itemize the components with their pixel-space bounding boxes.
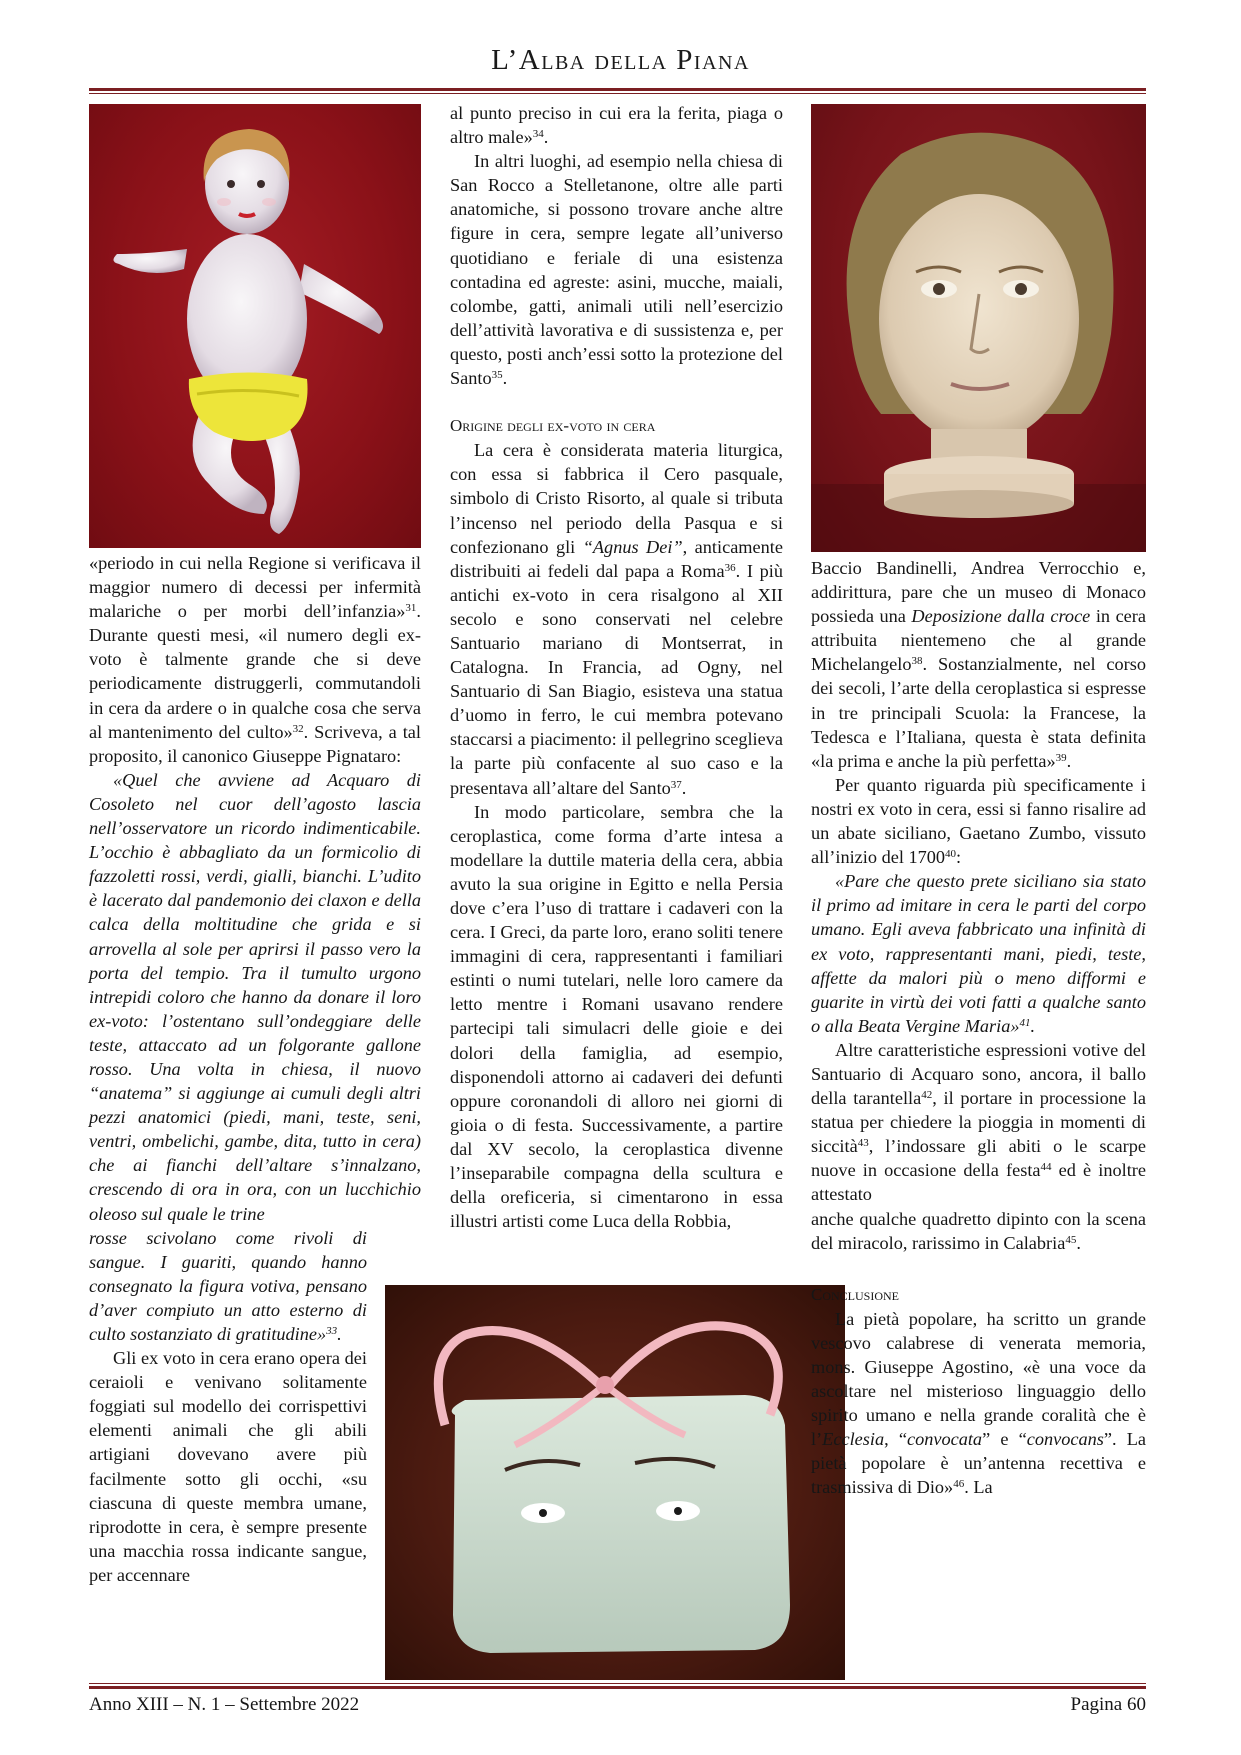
text: , anticamente distribuiti ai fedeli dal papa a Roma (450, 536, 783, 581)
footer-rule (89, 1686, 1146, 1689)
footer-rule-thin (89, 1683, 1146, 1684)
paragraph-periodo (89, 551, 421, 768)
footnote-ref-43: 43 (857, 1137, 869, 1150)
footnote-ref-45: 45 (1065, 1233, 1077, 1246)
column-middle (450, 101, 783, 1233)
photo-wax-baby-doll (89, 104, 421, 548)
footnote-ref-35: 35 (491, 369, 503, 382)
paragraph-ceraioli (89, 1346, 367, 1587)
wax-eyes-figure (385, 1285, 845, 1680)
text: La pietà popolare, ha scritto un grande vescovo calabrese di venerata memoria, mons. Giuseppe Agostino, «è una voce da ascoltare nel misterioso linguaggio dello spirito umano e nella grande coralità che è l’ (811, 1308, 1146, 1450)
text: . Sostanzialmente, nel corso dei secoli, l’arte della ceroplastica si espresse in tre principali Scuola: la Francese, la Tedesca e l’Italiana, questa è stata definita «la prima e anche la più perfetta» (811, 654, 1146, 771)
text: in cera attribuita nientemeno che al grande Michelangelo (811, 606, 1146, 675)
header-rule (89, 88, 1146, 91)
text: La cera è considerata materia liturgica, con essa si fabbrica il Cero pasquale, simbolo di Cristo Risorto, al quale si tributa l’incenso nel periodo della Pasqua e si confezionano gli (450, 440, 783, 557)
text: . La (964, 1477, 993, 1498)
footnote-ref-42: 42 (921, 1089, 933, 1102)
text: al punto preciso in cui era la ferita, piaga o altro male» (450, 103, 783, 148)
baby-doll-figure (89, 104, 421, 548)
text: . I più antichi ex-voto in cera risalgono al XII secolo e sono conservati nel celebre Santuario mariano di Montserrat, in Catalogna. In Francia, ad Ogny, nel Santuario di San Biagio, esisteva una statua d’uomo in ferro, le cui membra potevano staccarsi a piacimento: il pellegrino sceglieva la parte più confacente al suo caso e la presentava all’altare del Santo (450, 560, 783, 798)
text: , l’indossare gli abiti o le scarpe nuove in occasione della festa (811, 1136, 1146, 1181)
text: ed è inoltre attestato (811, 1160, 1146, 1205)
text-italic: Ecclesia (822, 1429, 885, 1450)
paragraph-cera-liturgica: La cera è considerata materia liturgica, con essa si fabbrica il Cero pasquale, simbolo di Cristo Risorto, al quale si tributa l’incenso nel periodo della Pasqua e si confezionano gli “Agnus Dei”, anticamente distribuiti ai fedeli dal papa a Roma$^{36}$. I più antichi ex-voto in cera risalgono al XII secolo e sono conservati nel celebre Santuario mariano di Montserrat, in Catalogna. In Francia, ad Ogny, nel Santuario di San Biagio, esisteva una statua d’uomo in ferro, le cui membra potevano staccarsi a piacimento: il pellegrino sceglieva la parte più confacente al suo caso e la presentava all’altare del Santo$^{37}$. (450, 440, 783, 798)
footnote-ref-41: 41 (1019, 1016, 1031, 1029)
text: «Pare che questo prete siciliano sia stato il primo ad imitare in cera le parti del corpo umano. Egli aveva fabbricato una infinità di ex voto, rappresentanti mani, piedi, teste, affette da malori più o meno difformi e guarite in virtù dei voti fatti a qualche santo o alla Beata Vergine Maria» (811, 871, 1146, 1036)
text: «Quel che avviene ad Acquaro di Cosoleto nel cuor dell’agosto lascia nell’osservatore un ricordo indimenticabile. L’occhio è abbagliato da un formicolio di fazzoletti rossi, verdi, gialli, bianchi. L’udito è lacerato dal pandemonio dei claxon e della calca della moltitudine che grida e si arrovella al sole per aprirsi il passo vero la porta del tempio. Tra il tumulto urgono intrepidi coloro che hanno da donare il loro ex-voto: l’ostentano sull’ondeggiare delle teste, attaccato ad un folgorante gallone rosso. Una volta in chiesa, il nuovo “anatema” si aggiunge ai cumuli degli altri pezzi anatomici (piedi, mani, teste, seni, ventri, ombelichi, gambe, dita, tutto in cera) che ai fianchi dell’altare s’innalzano, crescendo di ora in ora, con un lucchichio oleoso sul quale le trine (89, 769, 421, 1224)
footnote-ref-44: 44 (1040, 1161, 1052, 1174)
footnote-ref-33: 33 (326, 1325, 338, 1337)
footnote-ref-36: 36 (724, 561, 736, 574)
paragraph-ceroplastica (450, 800, 783, 1234)
masthead-title: L’Alba della Piana (491, 44, 750, 76)
paragraph-zumbo: Per quanto riguarda più specificamente i nostri ex voto in cera, essi si fanno risalire ad un abate siciliano, Gaetano Zumbo, vissuto all’inizio del 1700$^{40}$: (811, 774, 1146, 868)
text-italic: convocata (906, 1429, 983, 1450)
text-italic: convocans (1026, 1429, 1104, 1450)
footnote-ref-32: 32 (292, 722, 304, 735)
text: anche qualche quadretto dipinto con la scena del miracolo, rarissimo in Calabria (811, 1208, 1146, 1253)
quote-pignataro-cont: rosse scivolano come rivoli di sangue. I guariti, quando hanno consegnato la figura votiva, pensano d’aver compiuto un atto esterno di culto sostanziato di gratitudine»$^{33}$. (89, 1227, 367, 1344)
text-italic: Deposizione dalla croce (911, 606, 1091, 627)
section-heading-conclusione: Conclusione (811, 1284, 900, 1304)
text: Gli ex voto in cera erano opera dei ceraioli e venivano solitamente foggiati sul modello dei corrispettivi elementi animali che gli abili artigiani dovevano avere più facilmente sotto gli occhi, «su ciascuna di queste membra umane, riprodotte in cera, è sempre presente una macchia rossa indicante sangue, per accennare (89, 1348, 367, 1585)
column-right (811, 556, 1146, 1500)
footnote-ref-46: 46 (953, 1478, 965, 1491)
column-left (89, 551, 421, 1587)
text: . Scriveva, a tal proposito, il canonico Giuseppe Pignataro: (89, 721, 421, 766)
text: In altri luoghi, ad esempio nella chiesa di San Rocco a Stelletanone, oltre alle parti anatomiche, si possono trovare anche altre figure in cera, sempre legate all’universo quotidiano e feriale di una esistenza contadina ed agreste: asini, mucche, maiali, colombe, gatti, animali utili nell’esercizio dell’attività lavorativa e di sussistenza e, per questo, posti anch’essi sotto la protezione del Santo (450, 151, 783, 389)
paragraph-ferita: al punto preciso in cui era la ferita, piaga o altro male»$^{34}$. (450, 103, 783, 148)
paragraph-bandinelli: Baccio Bandinelli, Andrea Verrocchio e, addirittura, pare che un museo di Monaco possieda una Deposizione dalla croce in cera attribuita nientemeno che al grande Michelangelo$^{38}$. Sostanzialmente, nel corso dei secoli, l’arte della ceroplastica si espresse in tre principali Scuola: la Francese, la Tedesca e l’Italiana, questa è stata definita «la prima e anche la più perfetta»$^{39}$. (811, 558, 1146, 771)
text: Baccio Bandinelli, Andrea Verrocchio e, addirittura, pare che un museo di Monaco possieda una (811, 558, 1146, 627)
paragraph-quadretto: anche qualche quadretto dipinto con la scena del miracolo, rarissimo in Calabria$^{45}$. (811, 1208, 1146, 1253)
footnote-ref-37: 37 (670, 778, 682, 791)
quote-pignataro (89, 768, 421, 1226)
text: . Durante questi mesi, «il numero degli ex-voto è talmente grande che si deve periodicamente distruggerli, commutandoli in cera da ardere o in qualche cosa che serva al mantenimento del culto» (89, 601, 421, 742)
text: ”. La pietà popolare è un’antenna recettiva e trasmissiva di Dio» (811, 1429, 1147, 1498)
paragraph-pieta-popolare (811, 1307, 1146, 1500)
footnote-ref-40: 40 (945, 848, 957, 861)
text: «periodo in cui nella Regione si verificava il maggior numero di decessi per infermità malariche o per morbi dell’infanzia» (89, 553, 421, 622)
text: Altre caratteristiche espressioni votive del Santuario di Acquaro sono, ancora, il ballo della tarantella (811, 1039, 1146, 1109)
photo-wax-head (811, 104, 1146, 552)
header-rule-thin (89, 93, 1146, 94)
text-italic: “Agnus Dei” (582, 536, 683, 557)
text: ” e “ (982, 1429, 1027, 1450)
footer-issue: Anno XIII – N. 1 – Settembre 2022 (89, 1694, 360, 1715)
text: rosse scivolano come rivoli di sangue. I guariti, quando hanno consegnato la figura votiva, pensano d’aver compiuto un atto esterno di culto sostanziato di gratitudine» (89, 1227, 367, 1344)
footnote-ref-39: 39 (1055, 751, 1067, 764)
footnote-ref-31: 31 (405, 602, 417, 615)
text: , il portare in processione la statua per chiedere la pioggia in momenti di siccità (811, 1088, 1146, 1157)
text: , “ (884, 1429, 907, 1450)
section-heading-origine: Origine degli ex-voto in cera (450, 416, 656, 436)
paragraph-altri-luoghi: In altri luoghi, ad esempio nella chiesa di San Rocco a Stelletanone, oltre alle parti anatomiche, si possono trovare anche altre figure in cera, sempre legate all’universo quotidiano e feriale di una esistenza contadina ed agreste: asini, mucche, maiali, colombe, gatti, animali utili nell’esercizio dell’attività lavorativa e di sussistenza e, per questo, posti anch’essi sotto la protezione del Santo$^{35}$. (450, 151, 783, 389)
photo-wax-eyes (385, 1285, 845, 1680)
footnote-ref-34: 34 (532, 128, 544, 141)
footnote-ref-38: 38 (911, 655, 923, 668)
footer-page-number: Pagina 60 (1070, 1694, 1146, 1715)
paragraph-espressioni-votive (811, 1038, 1146, 1207)
text: Per quanto riguarda più specificamente i nostri ex voto in cera, essi si fanno risalire ad un abate siciliano, Gaetano Zumbo, vissuto all’inizio del 1700 (811, 774, 1146, 868)
quote-prete-siciliano: «Pare che questo prete siciliano sia stato il primo ad imitare in cera le parti del corpo umano. Egli aveva fabbricato una infinità di ex voto, rappresentanti mani, piedi, teste, affette da malori più o meno difformi e guarite in virtù dei voti fatti a qualche santo o alla Beata Vergine Maria»$^{41}$. (811, 871, 1146, 1036)
text: In modo particolare, sembra che la ceroplastica, come forma d’arte intesa a modellare la duttile materia della cera, abbia avuto la sua origine in Egitto e nella Persia dove c’era l’uso di trattare i cadaveri con la cera. I Greci, da parte loro, erano soliti tenere immagini di cera, rappresentanti i familiari estinti o numi tutelari, nelle loro camere da letto mentre i Romani usavano rendere partecipi tali simulacri delle gioie e dei dolori della famiglia, ad esempio, disponendoli attorno ai cadaveri dei defunti oppure coronandoli di alloro nei giorni di gioia o di festa. Successivamente, a partire dal XV secolo, la ceroplastica divenne l’inseparabile compagna della scultura e della oreficeria, si cimentarono in essa illustri artisti come Luca della Robbia, (450, 801, 783, 1232)
wax-head-figure (811, 104, 1146, 552)
